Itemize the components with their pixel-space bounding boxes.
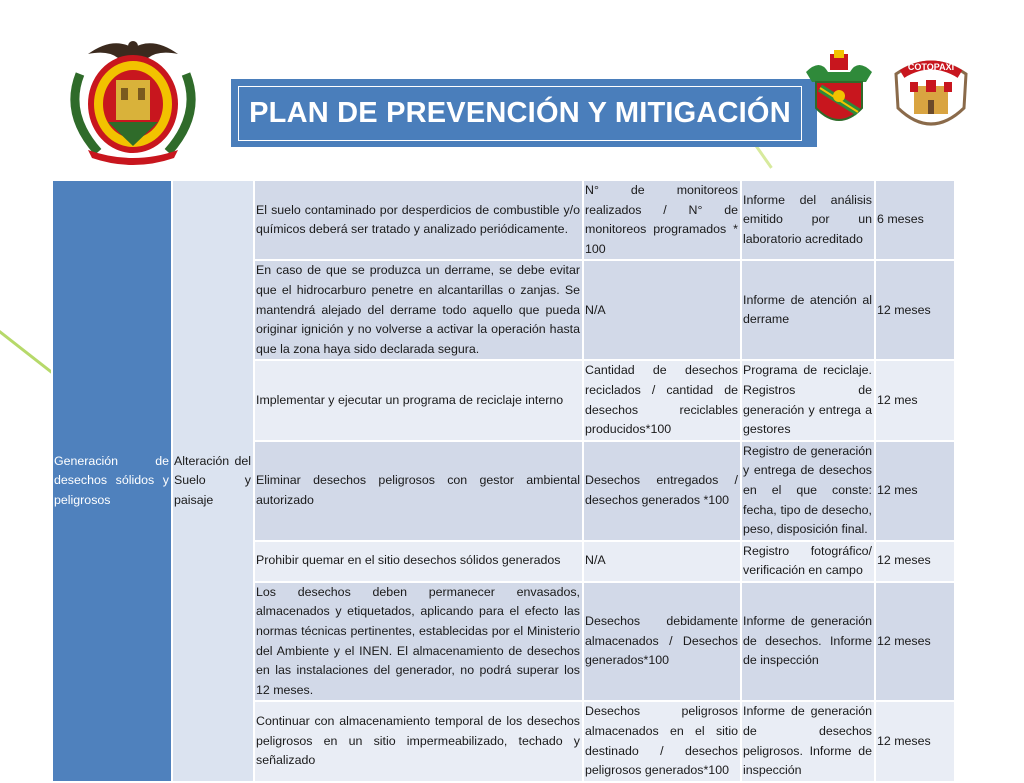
- university-coat-of-arms-icon: [58, 34, 208, 166]
- verification-cell: Informe de generación de desechos peligrosos. Informe de inspección: [741, 701, 875, 781]
- environmental-impact-cell: Alteración del Suelo y paisaje: [172, 180, 254, 782]
- page-title: PLAN DE PREVENCIÓN Y MITIGACIÓN: [249, 97, 791, 129]
- title-frame: [238, 86, 802, 141]
- municipal-coat-of-arms-icon: [800, 48, 878, 134]
- indicator-cell: Desechos peligrosos almacenados en el sitio destinado / desechos peligrosos generados*100: [583, 701, 741, 781]
- prevention-plan-table: [51, 179, 956, 783]
- measure-cell: Implementar y ejecutar un programa de reciclaje interno: [254, 360, 583, 440]
- indicator-cell: N° de monitoreos realizados / N° de monitoreos programados * 100: [583, 180, 741, 260]
- verification-cell: Informe de atención al derrame: [741, 260, 875, 360]
- indicator-cell: Desechos debidamente almacenados / Desechos generados*100: [583, 582, 741, 702]
- verification-cell: Registro fotográfico/ verificación en campo: [741, 541, 875, 582]
- verification-cell: Registro de generación y entrega de desechos en el que conste: fecha, tipo de desecho, peso, disposición final.: [741, 441, 875, 541]
- measure-cell: El suelo contaminado por desperdicios de combustible y/o químicos deberá ser tratado y analizado periódicamente.: [254, 180, 583, 260]
- indicator-cell: Cantidad de desechos reciclados / cantidad de desechos reciclables producidos*100: [583, 360, 741, 440]
- verification-cell: Informe de generación de desechos. Informe de inspección: [741, 582, 875, 702]
- cotopaxi-emblem-icon: [890, 50, 972, 138]
- period-cell: 12 meses: [875, 541, 955, 582]
- period-cell: 12 meses: [875, 260, 955, 360]
- decorative-accent-line: [0, 330, 55, 423]
- measure-cell: Prohibir quemar en el sitio desechos sólidos generados: [254, 541, 583, 582]
- indicator-cell: N/A: [583, 541, 741, 582]
- verification-cell: Informe del análisis emitido por un laboratorio acreditado: [741, 180, 875, 260]
- period-cell: 6 meses: [875, 180, 955, 260]
- verification-cell: Programa de reciclaje. Registros de generación y entrega a gestores: [741, 360, 875, 440]
- measure-cell: Los desechos deben permanecer envasados, almacenados y etiquetados, aplicando para el efecto las normas técnicas pertinentes, establecidas por el Ministerio del Ambiente y el INEN. El almacenamiento de desechos en las instalaciones del generador, no podrá superar los 12 meses.: [254, 582, 583, 702]
- indicator-cell: N/A: [583, 260, 741, 360]
- period-cell: 12 meses: [875, 582, 955, 702]
- measure-cell: Continuar con almacenamiento temporal de los desechos peligrosos en un sitio impermeabilizado, techado y señalizado: [254, 701, 583, 781]
- indicator-cell: Desechos entregados / desechos generados *100: [583, 441, 741, 541]
- measure-cell: Eliminar desechos peligrosos con gestor ambiental autorizado: [254, 441, 583, 541]
- environmental-aspect-cell: Generación de desechos sólidos y peligrosos: [52, 180, 172, 782]
- cotopaxi-label: COTOPAXI: [907, 62, 955, 72]
- measure-cell: En caso de que se produzca un derrame, se debe evitar que el hidrocarburo penetre en alcantarillas o zanjas. Se mantendrá alejado del derrame todo aquello que pueda originar ignición y no volverse a activar la operación hasta que la zona haya sido declarada segura.: [254, 260, 583, 360]
- period-cell: 12 mes: [875, 441, 955, 541]
- period-cell: 12 mes: [875, 360, 955, 440]
- table-row: [52, 180, 955, 260]
- period-cell: 12 meses: [875, 701, 955, 781]
